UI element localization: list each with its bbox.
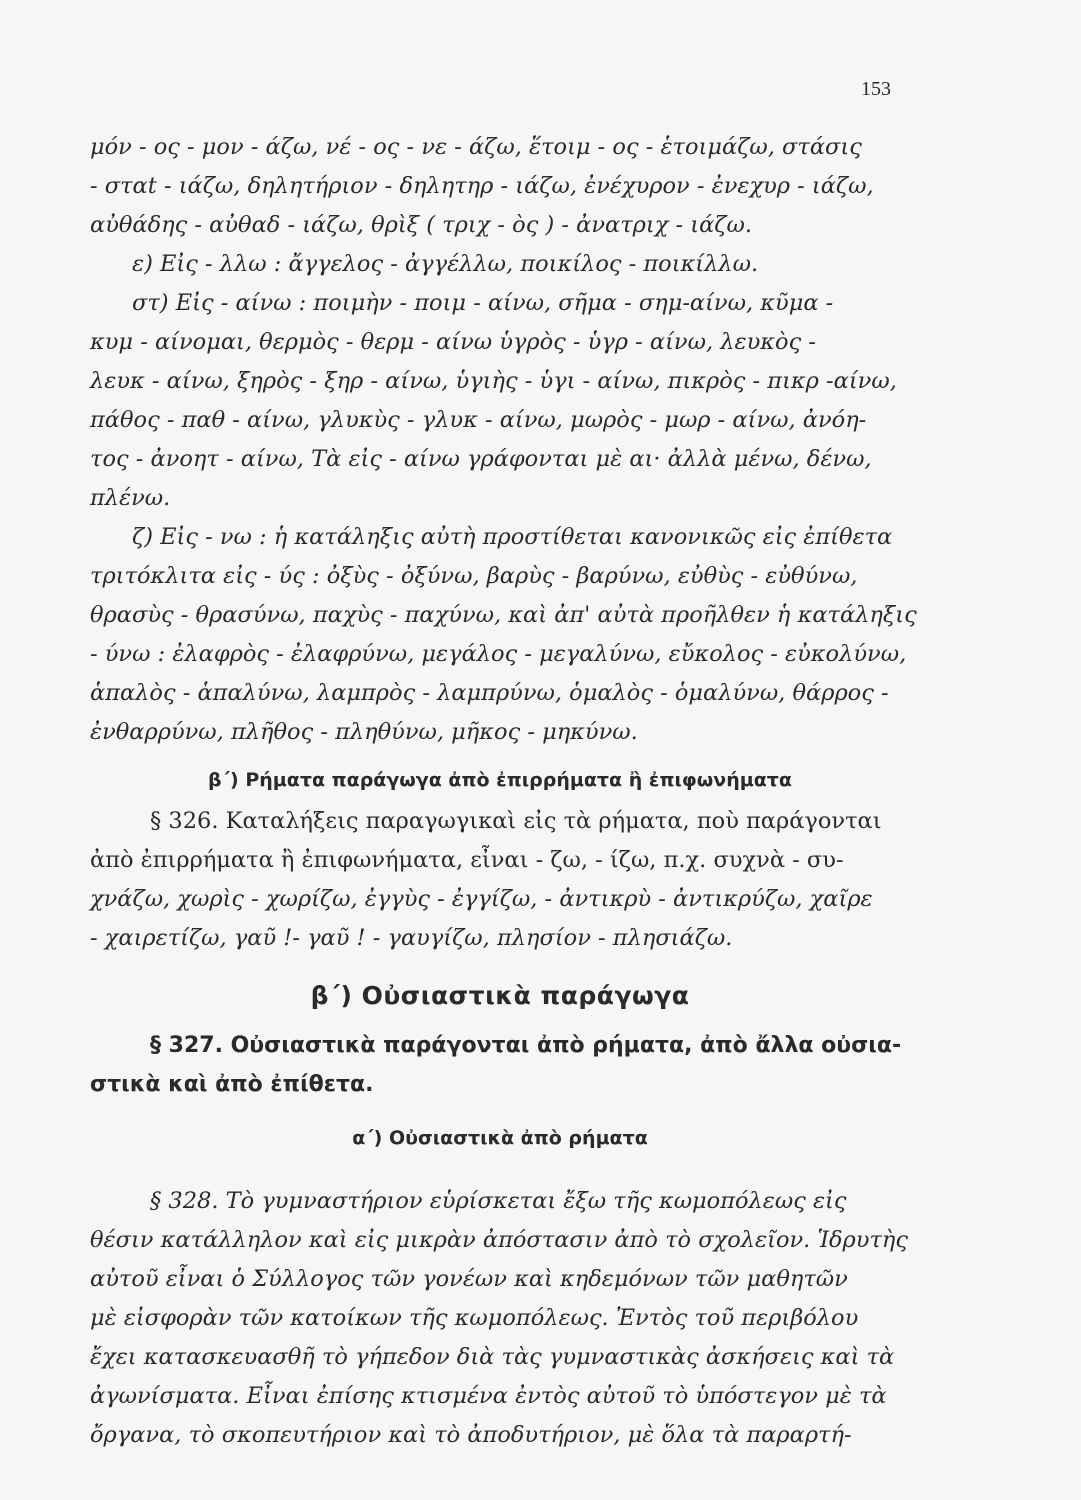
text-line: ὄργανα, τὸ σκοπευτήριον καὶ τὸ ἀποδυτήριον, μὲ ὅλα τὰ παραρτή- bbox=[90, 1422, 852, 1448]
text-line: - χαιρετίζω, γαῦ !- γαῦ ! - γαυγίζω, πλησίον - πλησιάζω. bbox=[90, 925, 733, 951]
text-line: - σταt - ιάζω, δηλητήριον - δηλητηρ - ιάζω, ἐνέχυρον - ἐνεχυρ - ιάζω, bbox=[90, 173, 874, 199]
text-line: χνάζω, χωρὶς - χωρίζω, ἐγγὺς - ἐγγίζω, - ἀντικρὺ - ἀντικρύζω, χαῖρε bbox=[90, 886, 873, 912]
text-line: ἁπαλὸς - ἁπαλύνω, λαμπρὸς - λαμπρύνω, ὁμαλὸς - ὁμαλύνω, θάρρος - bbox=[90, 680, 889, 706]
text-line: στ) Εἰς - αίνω : ποιμὴν - ποιμ - αίνω, σῆμα - σημ-αίνω, κῦμα - bbox=[132, 290, 834, 316]
text-line: ἀπὸ ἐπιρρήματα ἢ ἐπιφωνήματα, εἶναι - ζω, - ίζω, π.χ. συχνὰ - συ- bbox=[90, 847, 844, 873]
page-body bbox=[90, 128, 917, 1455]
text-line: τος - ἀνοητ - αίνω, Τὰ εἰς - αίνω γράφονται μὲ αι· ἀλλὰ μένω, δένω, bbox=[90, 446, 872, 472]
section-heading: α΄) Οὐσιαστικὰ ἀπὸ ρήματα bbox=[352, 1127, 648, 1149]
page-number: 153 bbox=[861, 78, 891, 100]
text-line: ἐνθαρρύνω, πλῆθος - πληθύνω, μῆκος - μηκύνω. bbox=[90, 719, 638, 745]
text-line: μὲ εἰσφορὰν τῶν κατοίκων τῆς κωμοπόλεως. Ἐντὸς τοῦ περιβόλου bbox=[90, 1305, 859, 1331]
text-line: στικὰ καὶ ἀπὸ ἐπίθετα. bbox=[90, 1072, 374, 1097]
section-heading: β΄) Ρήματα παράγωγα ἀπὸ ἐπιρρήματα ἢ ἐπιφωνήματα bbox=[208, 769, 792, 791]
text-line: ε) Εἰς - λλω : ἄγγελος - ἀγγέλλω, ποικίλος - ποικίλλω. bbox=[132, 251, 759, 277]
text-line: ἀγωνίσματα. Εἶναι ἐπίσης κτισμένα ἐντὸς αὐτοῦ τὸ ὑπόστεγον μὲ τὰ bbox=[90, 1383, 887, 1409]
text-line: ζ) Εἰς - νω : ἡ κατάληξις αὐτὴ προστίθεται κανονικῶς εἰς ἐπίθετα bbox=[132, 524, 893, 550]
text-line: § 326. Καταλήξεις παραγωγικαὶ εἰς τὰ ρήματα, ποὺ παράγονται bbox=[150, 808, 882, 834]
section-heading: β΄) Οὐσιαστικὰ παράγωγα bbox=[310, 981, 690, 1010]
text-line: § 327. Οὐσιαστικὰ παράγονται ἀπὸ ρήματα, ἀπὸ ἄλλα οὐσια- bbox=[150, 1033, 902, 1058]
text-line: - ύνω : ἐλαφρὸς - ἐλαφρύνω, μεγάλος - μεγαλύνω, εὔκολος - εὐκολύνω, bbox=[90, 641, 907, 667]
text-line: πάθος - παθ - αίνω, γλυκὺς - γλυκ - αίνω, μωρὸς - μωρ - αίνω, ἀνόη- bbox=[90, 407, 867, 433]
text-line: ἔχει κατασκευασθῆ τὸ γήπεδον διὰ τὰς γυμναστικὰς ἀσκήσεις καὶ τὰ bbox=[90, 1344, 895, 1370]
text-line: κυμ - αίνομαι, θερμὸς - θερμ - αίνω ὑγρὸς - ὑγρ - αίνω, λευκὸς - bbox=[90, 329, 816, 355]
text-line: αὐθάδης - αὐθαδ - ιάζω, θρὶξ ( τριχ - ὸς ) - ἀνατριχ - ιάζω. bbox=[90, 212, 752, 238]
text-line: πλένω. bbox=[90, 485, 171, 511]
text-line: θρασὺς - θρασύνω, παχὺς - παχύνω, καὶ ἀπ' αὐτὰ προῆλθεν ἡ κατάληξις bbox=[90, 602, 917, 628]
text-line: λευκ - αίνω, ξηρὸς - ξηρ - αίνω, ὑγιὴς - ὑγι - αίνω, πικρὸς - πικρ -αίνω, bbox=[90, 368, 897, 394]
text-line: θέσιν κατάλληλον καὶ εἰς μικρὰν ἀπόστασιν ἀπὸ τὸ σχολεῖον. Ἱδρυτὴς bbox=[90, 1227, 908, 1253]
text-line: μόν - ος - μον - άζω, νέ - ος - νε - άζω, ἕτοιμ - ος - ἑτοιμάζω, στάσις bbox=[90, 134, 862, 160]
text-line: αὐτοῦ εἶναι ὁ Σύλλογος τῶν γονέων καὶ κηδεμόνων τῶν μαθητῶν bbox=[90, 1266, 848, 1292]
text-line: § 328. Τὸ γυμναστήριον εὑρίσκεται ἔξω τῆς κωμοπόλεως εἰς bbox=[150, 1188, 847, 1214]
text-line: τριτόκλιτα εἰς - ύς : ὀξὺς - ὀξύνω, βαρὺς - βαρύνω, εὐθὺς - εὐθύνω, bbox=[90, 563, 858, 589]
